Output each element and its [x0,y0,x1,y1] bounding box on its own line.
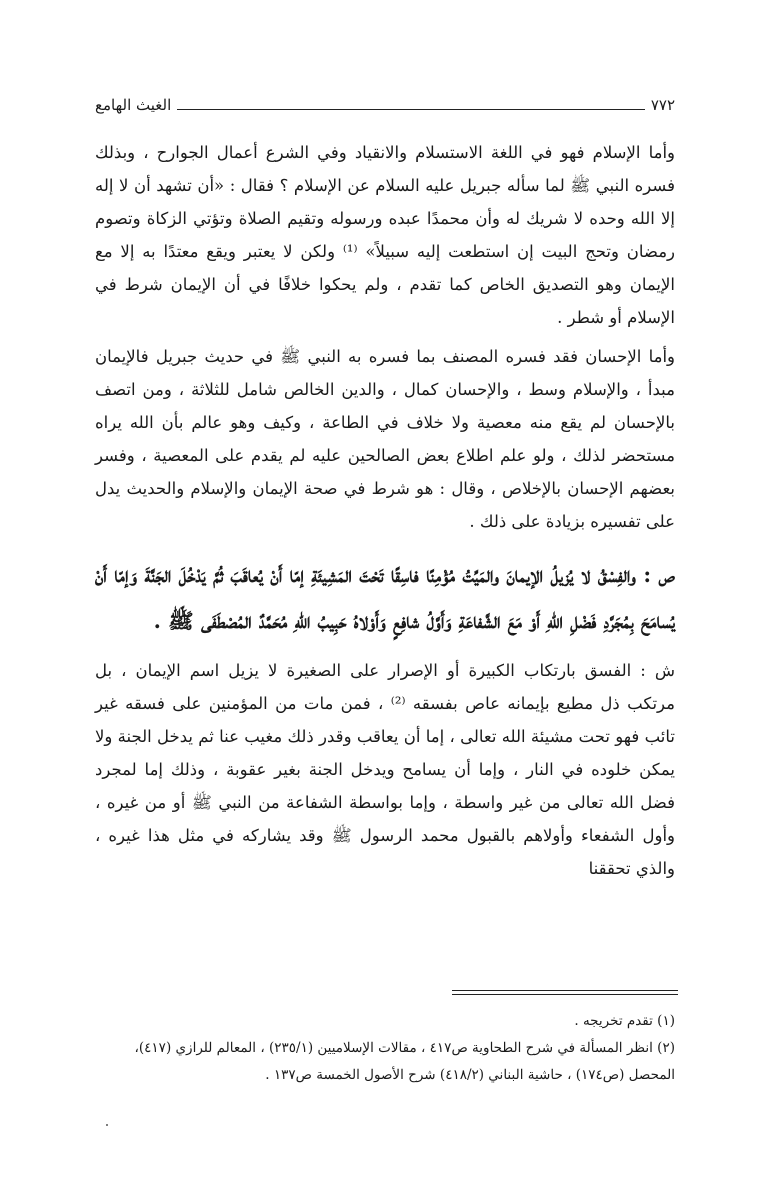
footnotes [95,1008,675,1089]
paragraph-islam: وأما الإسلام فهو في اللغة الاستسلام والانقياد وفي الشرع أعمال الجوارح ، وبذلك فسره النبي ﷺ لما سأله جبريل عليه السلام عن الإسلام ؟ فقال : «أن تشهد أن لا إله إلا الله وحده لا شريك له وأن محمدًا عبده ورسوله وتقيم الصلاة وتؤتي الزكاة وتصوم رمضان وتحج البيت إن استطعت إليه سبيلاً» ⁽¹⁾ ولكن لا يعتبر ويقع معتدًا به إلا مع الإيمان وهو التصديق الخاص كما تقدم ، ولم يحكوا خلافًا في أن الإيمان شرط في الإسلام أو شطر . [95,143,676,327]
paragraph-ihsan: وأما الإحسان فقد فسره المصنف بما فسره به النبي ﷺ في حديث جبريل فالإيمان مبدأ ، والإسلام وسط ، والإحسان كمال ، والدين الخالص شامل للثلاثة ، ومن اتصف بالإحسان لم يقع منه معصية ولا خلاف في الطاعة ، وكيف وهو عالم بأن الله يراه مستحضر لذلك ، ولو علم اطلاع بعض الصالحين عليه لم يقدم على المعصية ، وفسر بعضهم الإحسان بالإخلاص ، وقال : هو شرط في صحة الإيمان والإسلام والحديث يدل على تفسيره بزيادة على ذلك . [95,347,675,531]
footnote-separator-double [452,994,678,995]
header-rule [177,109,645,110]
commentary-text: ش : الفسق بارتكاب الكبيرة أو الإصرار على الصغيرة لا يزيل اسم الإيمان ، بل مرتكب ذل مطيع بإيمانه عاص بفسقه ⁽²⁾ ، فمن مات من المؤمنين على فسقه غير تائب فهو تحت مشيئة الله تعالى ، إما أن يعاقب وقدر ذلك مغيب عنا ثم يدخل الجنة ولا يمكن خلوده في النار ، وإما أن يسامح ويدخل الجنة بغير عقوبة ، وذلك إما لمجرد فضل الله تعالى من غير واسطة ، وإما بواسطة الشفاعة من النبي ﷺ أو من غيره ، وأول الشفعاء وأولاهم بالقبول محمد الرسول ﷺ وقد يشاركه في مثل هذا غيره ، والذي تحققنا [95,661,675,878]
footnote-separator [452,990,678,991]
footnote-1: (١) تقدم تخريجه . [574,1013,675,1029]
running-header [95,92,675,114]
matn-text: ص : والفِسْقُ لا يُزيلُ الإيمانَ والمَيِّتُ مُؤْمِنًا فاسِقًا تَحْتَ المَشِيئَةِ إمّا أَنْ يُعاقَبَ ثُمَّ يَدْخُلَ الجَنَّةَ وَإمّا أَنْ يُسامَحَ بِمُجَرَّدِ فَضْلِ اللهِ أَوْ مَعَ الشَّفاعَةِ وَأَوَّلُ شافِعٍ وَأَوْلاهُ حَبِيبُ اللهِ مُحَمَّدٌ المُصْطَفَى ﷺ . [95,562,675,633]
stray-mark [106,1124,108,1126]
footnote-2: (٢) انظر المسألة في شرح الطحاوية ص٤١٧ ، مقالات الإسلاميين (٢٣٥/١) ، المعالم للرازي (٤١٧)، المحصل (ص١٧٤) ، حاشية البناني (٤١٨/٢) شرح الأصول الخمسة ص١٣٧ . [134,1040,675,1083]
page-number: ٧٧٢ [650,96,675,114]
main-text [95,136,675,885]
book-title: الغيث الهامع [95,96,172,114]
